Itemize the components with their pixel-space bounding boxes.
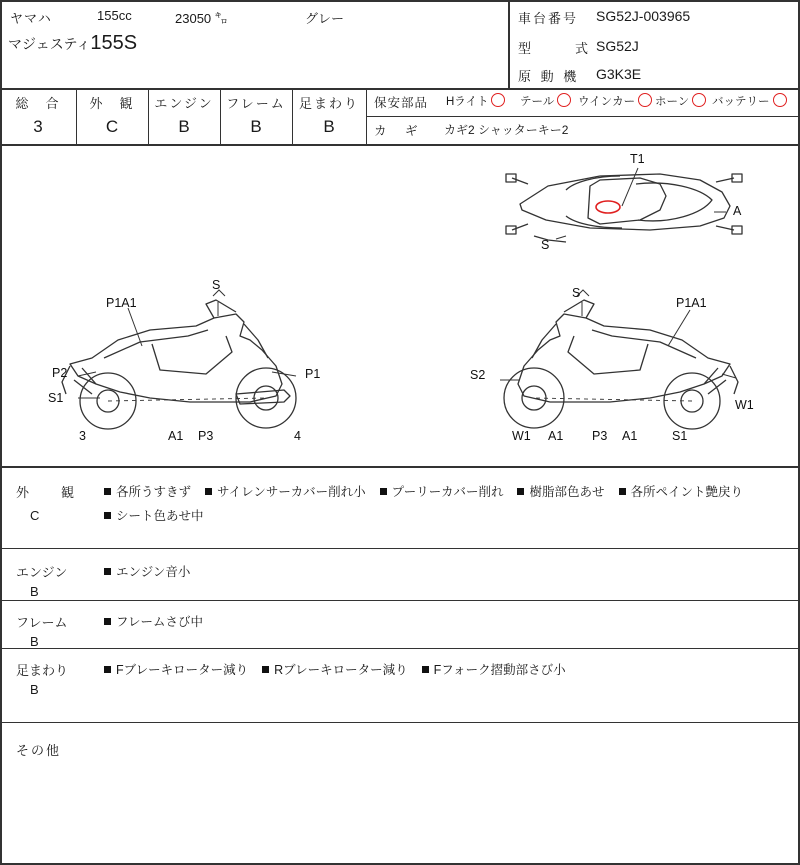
header <box>0 0 800 88</box>
equipment-label: 保安部品 <box>374 96 429 110</box>
check-circle-icon <box>557 93 571 107</box>
grade-engine-label: エンジン <box>154 96 214 111</box>
comment-grade-frame: B <box>30 634 39 649</box>
diagram-label-w1-right: W1 <box>735 398 754 412</box>
diagram-label-s-right: S <box>572 286 581 300</box>
comment-title-exterior: 外 観 <box>16 485 77 500</box>
comment-grade-suspension: B <box>30 682 39 697</box>
check-circle-icon <box>491 93 505 107</box>
grade-total-value: 3 <box>33 117 43 136</box>
grade-frame-label: フレーム <box>226 96 286 111</box>
diagram-label-a1-right-2: A1 <box>622 429 638 443</box>
model-name-main: 155S <box>90 32 138 54</box>
diagram-label-w1-bottom: W1 <box>512 429 531 443</box>
grade-frame-value: B <box>250 117 262 136</box>
model-name-prefix: マジェスティ <box>8 36 91 52</box>
rule-diagram-bottom <box>0 466 800 468</box>
rule-comment-1 <box>0 548 800 549</box>
diagram-label-a1-right-1: A1 <box>548 429 564 443</box>
equipment-headlight: Hライト <box>446 93 505 109</box>
grade-suspension-value: B <box>323 117 335 136</box>
frame-no-label: 車台番号 <box>518 11 579 26</box>
diagram-label-a: A <box>733 204 742 218</box>
rule-equip-mid <box>366 116 800 117</box>
diagram-label-p1a1-left: P1A1 <box>106 296 137 310</box>
equipment-taillight: テール <box>520 93 571 109</box>
diagram-label-p1: P1 <box>305 367 321 381</box>
diagram-label-t1: T1 <box>630 152 645 166</box>
grade-suspension-label: 足まわり <box>298 96 359 111</box>
diagram-label-p1a1-right: P1A1 <box>676 296 707 310</box>
mileage: 23050 ㌔ <box>175 11 228 26</box>
comment-title-frame: フレーム <box>16 615 68 630</box>
grade-suspension <box>292 88 366 144</box>
equipment-winker: ウインカー <box>578 93 652 109</box>
comment-title-other: その他 <box>16 743 62 758</box>
grade-total <box>0 88 76 144</box>
diagram-label-s1-right: S1 <box>672 429 688 443</box>
key-value: カギ2 シャッターキー2 <box>444 123 569 137</box>
grade-exterior-value: C <box>105 117 119 136</box>
model-name <box>8 32 137 55</box>
rule-comment-2 <box>0 600 800 601</box>
type-value: SG52J <box>596 38 639 54</box>
grade-engine-value: B <box>178 117 190 136</box>
equipment-horn: ホーン <box>655 93 706 109</box>
comment-items-engine: エンジン音小 <box>104 560 792 584</box>
engine-label: 原 動 機 <box>518 69 580 84</box>
body-color: グレー <box>305 11 345 26</box>
diagram-label-s-top: S <box>541 238 550 252</box>
grade-total-label: 総 合 <box>15 96 61 111</box>
type-label: 型 式 <box>518 41 595 56</box>
comment-title-engine: エンジン <box>16 565 68 580</box>
check-circle-icon <box>773 93 787 107</box>
diagram-label-p3-left: P3 <box>198 429 214 443</box>
check-circle-icon <box>692 93 706 107</box>
diagram-label-p2: P2 <box>52 366 68 380</box>
key-label: カ ギ <box>374 124 421 138</box>
diagram-label-a1-left: A1 <box>168 429 184 443</box>
displacement: 155cc <box>97 8 132 23</box>
diagram-label-3: 3 <box>79 429 86 443</box>
comment-grade-engine: B <box>30 584 39 599</box>
comment-items-suspension: Fブレーキローター減り Rブレーキローター減り Fフォーク摺動部さび小 <box>104 658 792 682</box>
equipment-battery: バッテリー <box>712 93 787 109</box>
diagram-label-s1-left: S1 <box>48 391 64 405</box>
check-circle-icon <box>638 93 652 107</box>
comment-items-exterior: 各所うすきず サイレンサーカバー削れ小 プーリーカバー削れ 樹脂部色あせ 各所ペイント艶戻りシート色あせ中 <box>104 480 792 528</box>
grade-exterior <box>76 88 148 144</box>
rule-comment-3 <box>0 648 800 649</box>
grade-engine <box>148 88 220 144</box>
engine-value: G3K3E <box>596 66 642 82</box>
comment-items-frame: フレームさび中 <box>104 610 792 634</box>
rule-comment-4 <box>0 722 800 723</box>
diagram-label-s-left: S <box>212 278 221 292</box>
diagram-label-p3-right: P3 <box>592 429 608 443</box>
maker-name: ヤマハ <box>10 11 52 26</box>
diagram-label-s2: S2 <box>470 368 486 382</box>
diagram-label-4: 4 <box>294 429 301 443</box>
comment-title-suspension: 足まわり <box>16 663 69 678</box>
grade-frame <box>220 88 292 144</box>
damage-diagram <box>0 144 800 466</box>
frame-no-value: SG52J-003965 <box>596 8 691 24</box>
grade-exterior-label: 外 観 <box>89 96 135 111</box>
comment-grade-exterior: C <box>30 508 40 523</box>
